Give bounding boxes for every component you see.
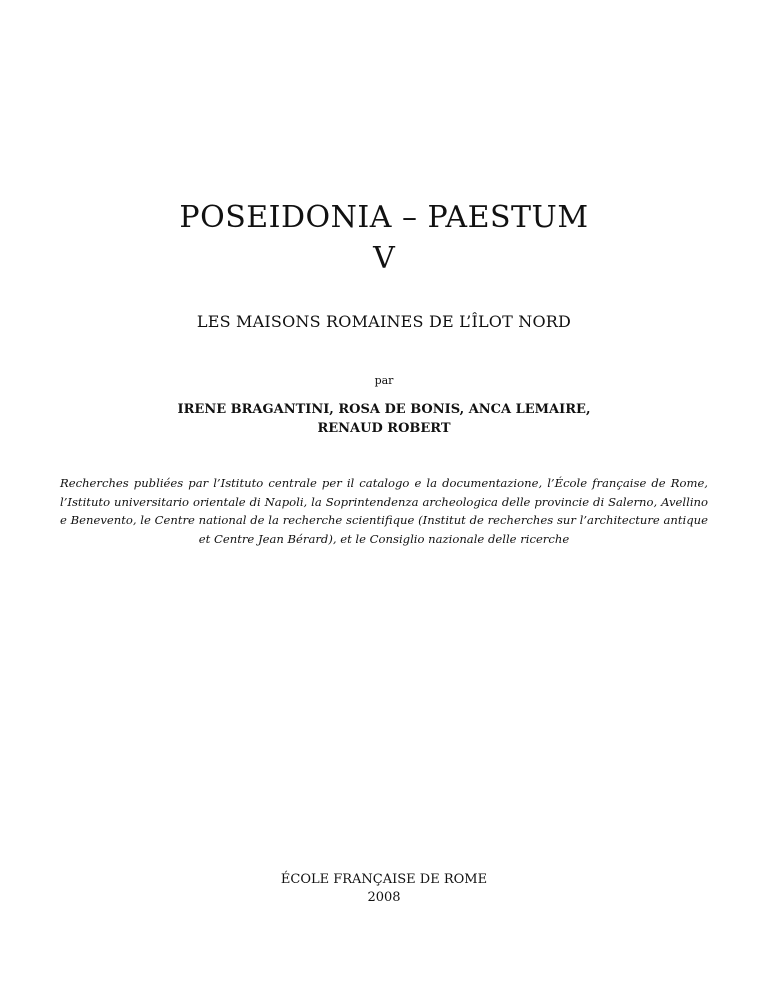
by-label: par [374, 374, 394, 387]
publisher-name: ÉCOLE FRANÇAISE DE ROME [280, 872, 488, 887]
publication-year: 2008 [367, 890, 401, 905]
book-title: POSEIDONIA – PAESTUM [179, 200, 589, 235]
volume-number: V [373, 241, 395, 276]
publication-description: Recherches publiées par l’Istituto centrale per il catalogo e la documentazione, l’École française de Rome, l’Istituto universitario orientale di Napoli, la Soprintendenza archeologica delle provincie di Salerno, Avellino e Benevento, le Centre national de la recherche scientifique (Institut de recherches sur l’architecture antique et Centre Jean Bérard), et le Consiglio nazionale delle ricerche [60, 476, 708, 546]
book-subtitle: LES MAISONS ROMAINES DE L’ÎLOT NORD [196, 312, 572, 331]
authors [0, 400, 768, 438]
authors-line-2: RENAUD ROBERT [317, 421, 451, 436]
authors-line-1: IRENE BRAGANTINI, ROSA DE BONIS, ANCA LEMAIRE, [177, 402, 591, 417]
